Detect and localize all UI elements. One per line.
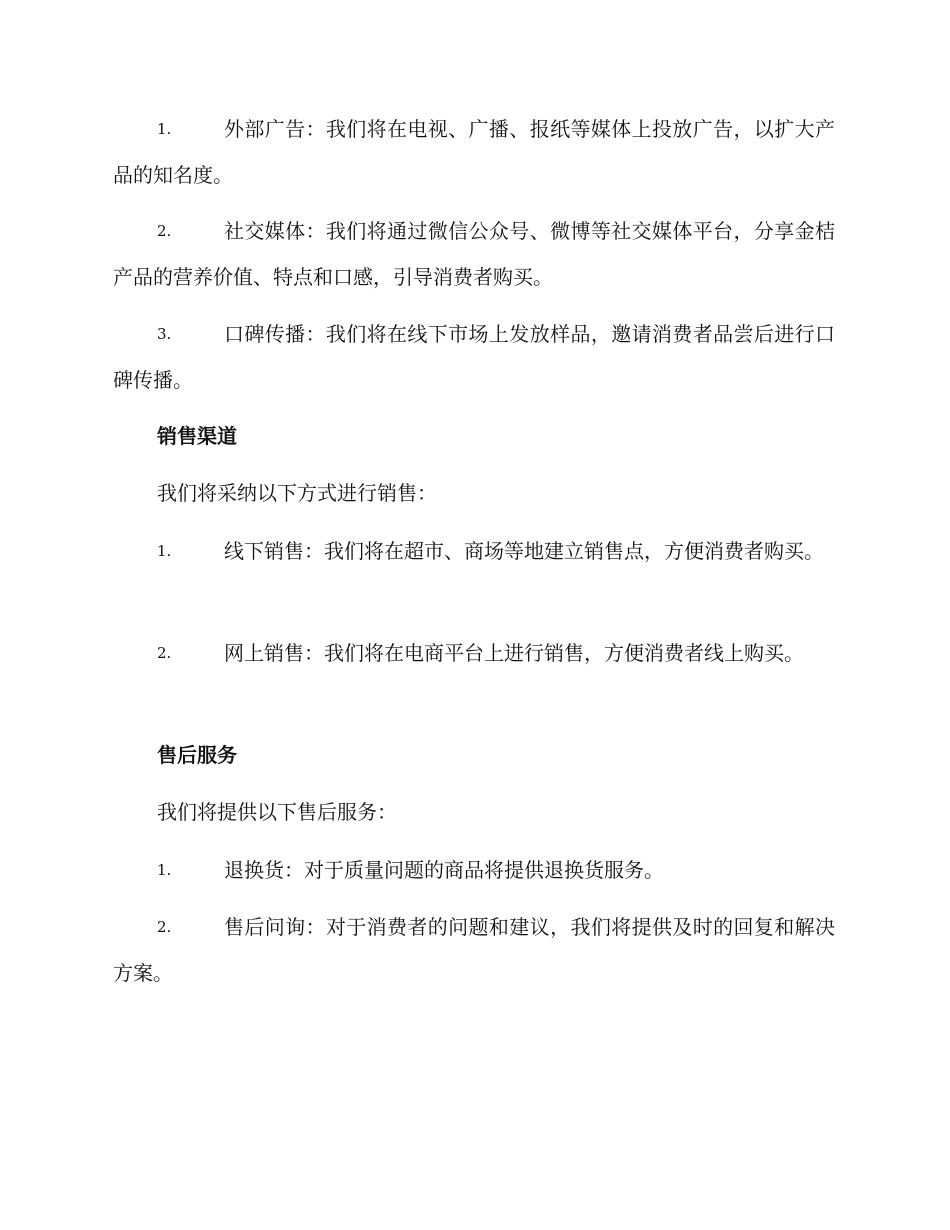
list-text: 线下销售：我们将在超市、商场等地建立销售点，方便消费者购买。 bbox=[224, 539, 824, 563]
list-number: 2. bbox=[157, 222, 172, 240]
list-number: 1. bbox=[157, 542, 172, 560]
list-text: 网上销售：我们将在电商平台上进行销售，方便消费者线上购买。 bbox=[224, 641, 804, 665]
list-text: 售后问询：对于消费者的问题和建议，我们将提供及时的回复和解决方案。 bbox=[113, 915, 835, 985]
sales-intro: 我们将采纳以下方式进行销售： bbox=[157, 481, 437, 505]
list-item bbox=[113, 208, 835, 300]
list-number: 1. bbox=[157, 861, 172, 879]
list-text: 退换货：对于质量问题的商品将提供退换货服务。 bbox=[224, 858, 664, 882]
list-text: 口碑传播：我们将在线下市场上发放样品，邀请消费者品尝后进行口碑传播。 bbox=[113, 322, 835, 392]
list-item bbox=[113, 528, 835, 574]
list-item bbox=[113, 847, 835, 893]
list-number: 3. bbox=[157, 325, 172, 343]
list-number: 2. bbox=[157, 644, 172, 662]
list-text: 社交媒体：我们将通过微信公众号、微博等社交媒体平台，分享金桔产品的营养价值、特点和口感，引导消费者购买。 bbox=[113, 219, 835, 289]
list-number: 1. bbox=[157, 120, 172, 138]
list-number: 2. bbox=[157, 918, 172, 936]
list-item bbox=[113, 311, 835, 403]
service-intro: 我们将提供以下售后服务： bbox=[157, 800, 397, 824]
list-text: 外部广告：我们将在电视、广播、报纸等媒体上投放广告，以扩大产品的知名度。 bbox=[113, 117, 835, 187]
list-item bbox=[113, 106, 835, 198]
list-item bbox=[113, 904, 835, 996]
section-heading-service: 售后服务 bbox=[157, 743, 237, 767]
list-item bbox=[113, 630, 835, 676]
section-heading-sales: 销售渠道 bbox=[157, 424, 237, 448]
